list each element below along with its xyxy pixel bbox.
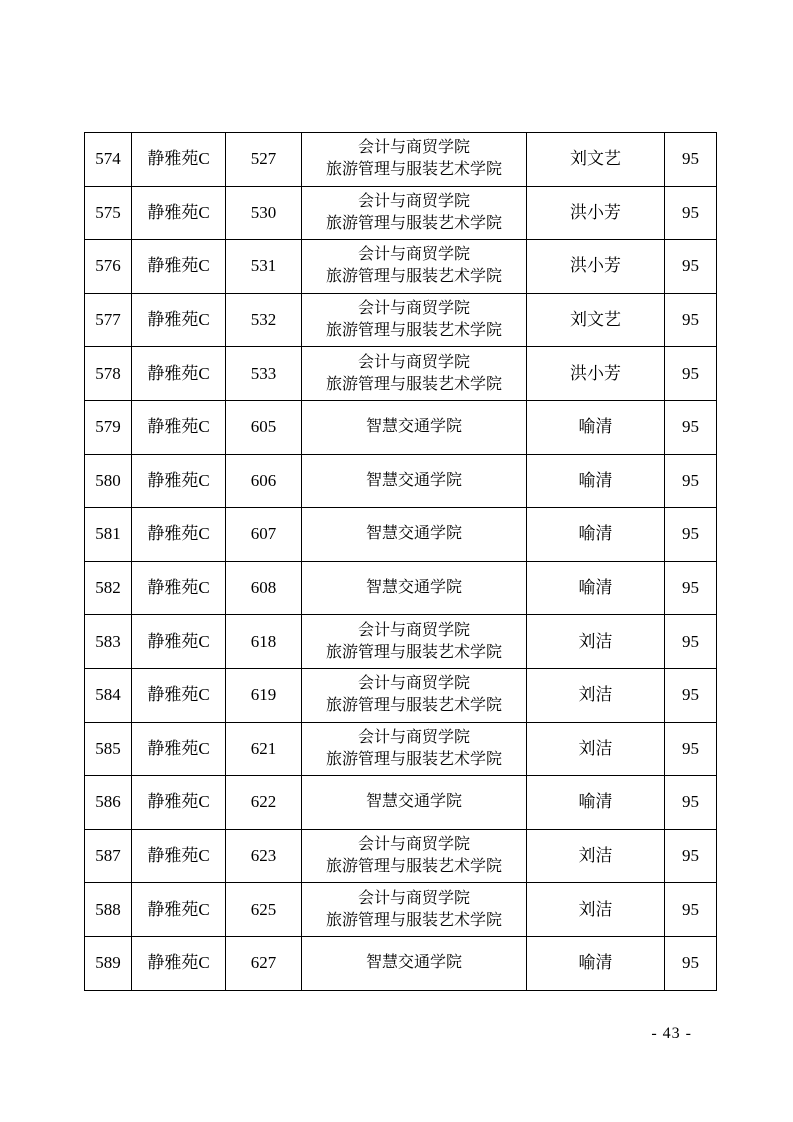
college-line: 会计与商贸学院	[357, 621, 470, 639]
cell-serial-number: 575	[85, 186, 132, 240]
table-row	[85, 668, 717, 722]
cell-teacher: 喻清	[527, 400, 665, 454]
cell-serial-number: 588	[85, 883, 132, 937]
college-line: 旅游管理与服装艺术学院	[325, 643, 502, 661]
cell-serial-number: 587	[85, 829, 132, 883]
page-number: - 43 -	[651, 1025, 692, 1042]
table-row	[85, 454, 717, 508]
cell-college	[302, 829, 527, 883]
cell-teacher: 洪小芳	[527, 347, 665, 401]
college-line: 会计与商贸学院	[357, 300, 470, 318]
cell-score: 95	[665, 668, 717, 722]
cell-teacher: 喻清	[527, 561, 665, 615]
cell-building: 静雅苑C	[132, 508, 226, 562]
cell-score: 95	[665, 615, 717, 669]
cell-building: 静雅苑C	[132, 561, 226, 615]
college-line: 会计与商贸学院	[357, 192, 470, 210]
cell-building: 静雅苑C	[132, 240, 226, 294]
college-line: 会计与商贸学院	[357, 675, 470, 693]
cell-college	[302, 561, 527, 615]
cell-teacher: 刘洁	[527, 829, 665, 883]
cell-building: 静雅苑C	[132, 347, 226, 401]
cell-score: 95	[665, 561, 717, 615]
cell-room-number: 530	[226, 186, 302, 240]
cell-teacher: 刘文艺	[527, 293, 665, 347]
cell-room-number: 618	[226, 615, 302, 669]
college-line: 旅游管理与服装艺术学院	[325, 375, 502, 393]
cell-score: 95	[665, 508, 717, 562]
college-line: 旅游管理与服装艺术学院	[325, 750, 502, 768]
cell-score: 95	[665, 400, 717, 454]
table-row	[85, 508, 717, 562]
cell-score: 95	[665, 293, 717, 347]
table-row	[85, 400, 717, 454]
cell-college	[302, 508, 527, 562]
cell-college	[302, 454, 527, 508]
table-body	[85, 133, 717, 991]
table-row	[85, 133, 717, 187]
college-line: 旅游管理与服装艺术学院	[325, 911, 502, 929]
cell-college	[302, 240, 527, 294]
dormitory-score-table	[84, 132, 717, 991]
table-row	[85, 347, 717, 401]
cell-room-number: 619	[226, 668, 302, 722]
cell-serial-number: 589	[85, 936, 132, 990]
table-row	[85, 776, 717, 830]
cell-room-number: 607	[226, 508, 302, 562]
cell-college	[302, 186, 527, 240]
cell-building: 静雅苑C	[132, 400, 226, 454]
cell-serial-number: 582	[85, 561, 132, 615]
cell-building: 静雅苑C	[132, 883, 226, 937]
cell-serial-number: 577	[85, 293, 132, 347]
college-line: 旅游管理与服装艺术学院	[325, 214, 502, 232]
cell-room-number: 527	[226, 133, 302, 187]
college-line: 旅游管理与服装艺术学院	[325, 322, 502, 340]
cell-room-number: 625	[226, 883, 302, 937]
cell-score: 95	[665, 776, 717, 830]
table-row	[85, 722, 717, 776]
table-row	[85, 293, 717, 347]
cell-teacher: 刘洁	[527, 883, 665, 937]
college-line: 会计与商贸学院	[357, 246, 470, 264]
cell-room-number: 622	[226, 776, 302, 830]
cell-score: 95	[665, 936, 717, 990]
cell-serial-number: 576	[85, 240, 132, 294]
college-line: 旅游管理与服装艺术学院	[325, 268, 502, 286]
cell-teacher: 刘洁	[527, 668, 665, 722]
cell-teacher: 刘文艺	[527, 133, 665, 187]
cell-room-number: 533	[226, 347, 302, 401]
cell-room-number: 621	[226, 722, 302, 776]
cell-college	[302, 936, 527, 990]
cell-building: 静雅苑C	[132, 776, 226, 830]
cell-teacher: 喻清	[527, 454, 665, 508]
cell-serial-number: 579	[85, 400, 132, 454]
college-line: 智慧交通学院	[365, 418, 462, 436]
college-line: 智慧交通学院	[365, 793, 462, 811]
cell-score: 95	[665, 133, 717, 187]
cell-teacher: 喻清	[527, 508, 665, 562]
cell-college	[302, 722, 527, 776]
table-row	[85, 561, 717, 615]
table-row	[85, 615, 717, 669]
college-line: 会计与商贸学院	[357, 728, 470, 746]
cell-room-number: 532	[226, 293, 302, 347]
cell-teacher: 喻清	[527, 776, 665, 830]
cell-serial-number: 581	[85, 508, 132, 562]
cell-serial-number: 583	[85, 615, 132, 669]
cell-score: 95	[665, 454, 717, 508]
table-row	[85, 829, 717, 883]
cell-college	[302, 776, 527, 830]
cell-building: 静雅苑C	[132, 293, 226, 347]
table-row	[85, 240, 717, 294]
college-line: 智慧交通学院	[365, 471, 462, 489]
cell-teacher: 刘洁	[527, 722, 665, 776]
cell-building: 静雅苑C	[132, 186, 226, 240]
college-line: 智慧交通学院	[365, 525, 462, 543]
cell-score: 95	[665, 829, 717, 883]
cell-score: 95	[665, 240, 717, 294]
table-row	[85, 936, 717, 990]
college-line: 会计与商贸学院	[357, 139, 470, 157]
cell-score: 95	[665, 186, 717, 240]
cell-college	[302, 400, 527, 454]
cell-score: 95	[665, 883, 717, 937]
cell-college	[302, 293, 527, 347]
cell-serial-number: 578	[85, 347, 132, 401]
cell-score: 95	[665, 347, 717, 401]
college-line: 旅游管理与服装艺术学院	[325, 858, 502, 876]
cell-teacher: 洪小芳	[527, 240, 665, 294]
college-line: 旅游管理与服装艺术学院	[325, 697, 502, 715]
cell-room-number: 531	[226, 240, 302, 294]
table-row	[85, 883, 717, 937]
college-line: 智慧交通学院	[365, 579, 462, 597]
cell-building: 静雅苑C	[132, 454, 226, 508]
cell-room-number: 606	[226, 454, 302, 508]
cell-building: 静雅苑C	[132, 936, 226, 990]
college-line: 会计与商贸学院	[357, 836, 470, 854]
cell-serial-number: 574	[85, 133, 132, 187]
cell-college	[302, 347, 527, 401]
cell-room-number: 623	[226, 829, 302, 883]
cell-serial-number: 585	[85, 722, 132, 776]
cell-teacher: 刘洁	[527, 615, 665, 669]
cell-college	[302, 883, 527, 937]
cell-teacher: 洪小芳	[527, 186, 665, 240]
cell-building: 静雅苑C	[132, 722, 226, 776]
cell-building: 静雅苑C	[132, 668, 226, 722]
cell-serial-number: 584	[85, 668, 132, 722]
college-line: 智慧交通学院	[365, 954, 462, 972]
cell-serial-number: 580	[85, 454, 132, 508]
college-line: 会计与商贸学院	[357, 353, 470, 371]
cell-college	[302, 133, 527, 187]
cell-serial-number: 586	[85, 776, 132, 830]
cell-score: 95	[665, 722, 717, 776]
cell-building: 静雅苑C	[132, 829, 226, 883]
cell-room-number: 608	[226, 561, 302, 615]
table-row	[85, 186, 717, 240]
cell-room-number: 627	[226, 936, 302, 990]
cell-building: 静雅苑C	[132, 133, 226, 187]
cell-college	[302, 615, 527, 669]
cell-college	[302, 668, 527, 722]
cell-teacher: 喻清	[527, 936, 665, 990]
college-line: 旅游管理与服装艺术学院	[325, 161, 502, 179]
college-line: 会计与商贸学院	[357, 889, 470, 907]
cell-room-number: 605	[226, 400, 302, 454]
cell-building: 静雅苑C	[132, 615, 226, 669]
